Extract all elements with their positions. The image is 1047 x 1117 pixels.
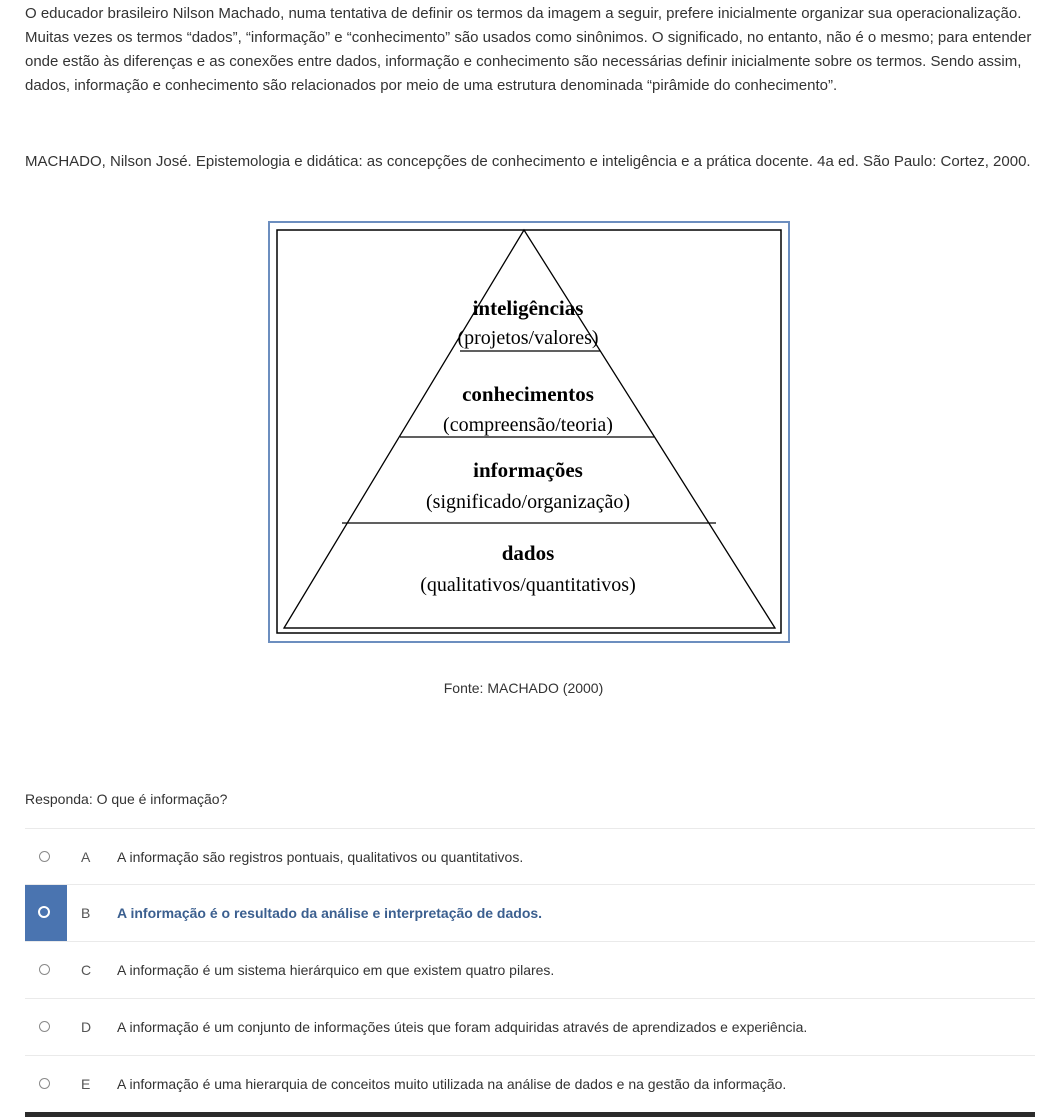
level-title-inteligencias: inteligências (472, 296, 584, 320)
option-letter: E (81, 1076, 91, 1092)
option-e[interactable] (25, 1056, 1035, 1113)
level-title-conhecimentos: conhecimentos (462, 382, 594, 406)
level-subtitle-informacoes: (significado/organização) (426, 491, 630, 513)
radio-button[interactable] (39, 964, 50, 975)
option-d[interactable] (25, 999, 1035, 1056)
level-subtitle-conhecimentos: (compreensão/teoria) (443, 414, 613, 436)
figure-caption: Fonte: MACHADO (2000) (443, 680, 604, 696)
level-subtitle-inteligencias: (projetos/valores) (457, 327, 599, 349)
option-a[interactable] (25, 828, 1035, 885)
option-a-radio-cell[interactable] (25, 829, 67, 884)
bottom-scroll-edge (25, 1112, 1035, 1117)
pyramid-diagram (270, 223, 788, 641)
option-letter: B (81, 905, 91, 921)
option-b[interactable] (25, 885, 1035, 942)
answer-options (25, 828, 1035, 1113)
option-text[interactable]: A informação é um conjunto de informações úteis que foram adquiridas através de aprendizados e experiência. (117, 1019, 808, 1035)
option-letter: D (81, 1019, 92, 1035)
radio-button[interactable] (39, 1021, 50, 1032)
option-e-radio-cell[interactable] (25, 1056, 67, 1112)
option-c[interactable] (25, 942, 1035, 999)
option-text[interactable]: A informação é um sistema hierárquico em que existem quatro pilares. (117, 962, 555, 978)
question-text: Responda: O que é informação? (25, 791, 228, 807)
level-title-informacoes: informações (473, 458, 583, 482)
radio-button[interactable] (39, 851, 50, 862)
option-letter: C (81, 962, 92, 978)
radio-button[interactable] (39, 1078, 50, 1089)
reference-citation: MACHADO, Nilson José. Epistemologia e didática: as concepções de conhecimento e inteligência e a prática docente. 4a ed. São Paulo: Cortez, 2000. (25, 153, 1031, 170)
radio-button-selected[interactable] (38, 906, 50, 918)
pyramid-figure (268, 221, 790, 643)
intro-paragraph: O educador brasileiro Nilson Machado, numa tentativa de definir os termos da imagem a seguir, prefere inicialmente organizar sua operacionalização. Muitas vezes os termos “dados”, “informação” e “conhecimento” são usados como sinônimos. O significado, no entanto, não é o mesmo; para entender onde estão às diferenças e as conexões entre dados, informação e conhecimento são necessárias definir inicialmente sobre os termos. Sendo assim, dados, informação e conhecimento são relacionados por meio de uma estrutura denominada “pirâmide do conhecimento”. (25, 5, 1032, 94)
option-d-radio-cell[interactable] (25, 999, 67, 1055)
option-c-radio-cell[interactable] (25, 942, 67, 998)
option-b-radio-cell[interactable] (25, 885, 67, 941)
option-letter: A (81, 849, 91, 865)
option-text[interactable]: A informação é o resultado da análise e interpretação de dados. (117, 905, 543, 921)
option-text[interactable]: A informação são registros pontuais, qualitativos ou quantitativos. (117, 849, 524, 865)
option-text[interactable]: A informação é uma hierarquia de conceitos muito utilizada na análise de dados e na gestão da informação. (117, 1076, 787, 1092)
level-subtitle-dados: (qualitativos/quantitativos) (420, 574, 636, 596)
level-title-dados: dados (501, 541, 555, 565)
